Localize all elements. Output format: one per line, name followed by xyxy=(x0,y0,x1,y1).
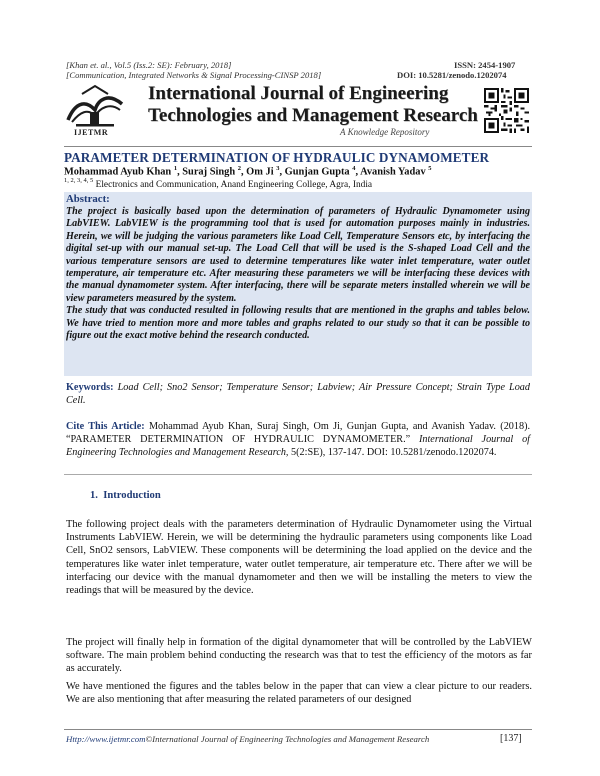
section-heading xyxy=(90,490,161,501)
abstract-paragraph: The study that was conducted resulted in following results that are mentioned in the graphs and tables below. We have tried to mention more and more tables and graphs related to our study so that it can be possible to figure out the exact motive behind the research conducted. xyxy=(66,305,530,342)
header-issn: ISSN: 2454-1907 xyxy=(454,60,516,70)
logo-text: IJETMR xyxy=(74,128,109,137)
footer-divider xyxy=(64,729,532,730)
affiliation-text: Electronics and Communication, Anand Engineering College, Agra, India xyxy=(95,180,373,190)
citation xyxy=(66,420,530,459)
abstract-text xyxy=(66,206,530,342)
author-sup: 2 xyxy=(237,165,241,172)
abstract-label: Abstract: xyxy=(66,193,110,205)
affiliation-sup: 1, 2, 3, 4, 5 xyxy=(64,177,94,184)
page-number: [137] xyxy=(500,733,522,744)
header-conference-info: [Communication, Integrated Networks & Signal Processing-CINSP 2018] xyxy=(66,70,322,80)
author-name: Mohammad Ayub Khan xyxy=(64,166,172,178)
author-sup: 5 xyxy=(428,165,432,172)
body-text: The project will finally help in formation of the digital dynamometer that will be controlled by the LabVIEW software. The main problem behind conducting the research was that to test the efficiency of the motors as far as accurately. xyxy=(66,637,532,675)
journal-title-line1: International Journal of Engineering xyxy=(148,83,449,104)
qr-code-icon xyxy=(484,88,529,133)
affiliation xyxy=(64,177,372,190)
abstract-paragraph: The project is basically based upon the determination of parameters of Hydraulic Dynamometer using LabVIEW. LabVIEW is the programming tool that is used for automation purposes mainly in industries. Herein, we will be judging the various parameters like Load Cell, Temperature Sensors etc, by interfacing the digital set-up with our manual set-up. The Load Cell that will be used is the S-shaped Load Cell and the various temperature sensors are used to determine temperatures like water inlet temperature, water outlet temperature, air temperature etc. After measuring these parameters we will be interfacing these devices with the manual dynamometer system. After interfacing, there will be separate meters installed wherein we will be view parameters measured by the system. xyxy=(66,206,530,304)
citation-text: Mohammad Ayub Khan, Suraj Singh, Om Ji, Gunjan Gupta, and Avanish Yadav. (2018). “PARAMETER DETERMINATION OF HYDRAULIC DYNAMOMETER.” xyxy=(66,421,531,445)
footer-copyright: ©International Journal of Engineering Technologies and Management Research xyxy=(145,734,430,744)
header-doi: DOI: 10.5281/zenodo.1202074 xyxy=(397,70,507,80)
footer xyxy=(66,734,429,744)
journal-title xyxy=(148,83,478,127)
citation-details: 5(2:SE), 137-147. DOI: 10.5281/zenodo.1202074. xyxy=(291,447,497,458)
body-paragraph xyxy=(66,636,532,676)
keywords xyxy=(66,381,530,407)
citation-label: Cite This Article: xyxy=(66,421,145,432)
section-number: 1. xyxy=(90,490,98,501)
journal-title-line2: Technologies and Management Research xyxy=(148,105,478,126)
author-name: Gunjan Gupta xyxy=(284,166,350,178)
citation-divider xyxy=(64,474,532,475)
section-title: Introduction xyxy=(103,490,161,501)
footer-url-link[interactable]: Http://www.ijetmr.com xyxy=(66,734,146,744)
author-name: Avanish Yadav xyxy=(360,166,426,178)
keywords-label: Keywords: xyxy=(66,382,114,393)
paper-title: PARAMETER DETERMINATION OF HYDRAULIC DYNAMOMETER xyxy=(64,150,490,165)
keywords-text: Load Cell; Sno2 Sensor; Temperature Sensor; Labview; Air Pressure Concept; Strain Type Load Cell. xyxy=(66,382,530,406)
journal-tagline: A Knowledge Repository xyxy=(340,127,430,137)
header-volume-info: [Khan et. al., Vol.5 (Iss.2: SE): February, 2018] xyxy=(66,60,232,70)
author-name: Suraj Singh xyxy=(182,166,236,178)
body-paragraph xyxy=(66,518,532,597)
author-sup: 3 xyxy=(276,165,280,172)
body-text: We have mentioned the figures and the tables below in the paper that can view a clear picture to our readers. We are also mentioning that after measuring the related parameters of our designed xyxy=(66,681,532,706)
author-list: Mohammad Ayub Khan $^1$, Suraj Singh $^2$, Om Ji $^3$, Gunjan Gupta $^4$, Avanish Yadav $^5$ xyxy=(64,165,432,178)
author-sup: 4 xyxy=(352,165,356,172)
header-divider xyxy=(64,146,532,147)
citation-journal: International Journal of Engineering Technologies and Management Research, xyxy=(66,434,530,458)
body-paragraph xyxy=(66,680,532,706)
author-sup: 1 xyxy=(173,165,178,172)
author-name: Om Ji xyxy=(246,166,274,178)
body-text: The following project deals with the parameters determination of Hydraulic Dynamometer using the Virtual Instruments LabVIEW. Herein, we will be determining the hydraulic parameters using components like Load Cell, SnO2 sensors, LabVIEW. These components will be determining the load applied on the device and the temperatures like water inlet temperature, water outlet temperature, air temperature etc. There after we will be interfacing our device with the manual dynamometer and then we will be installing the meters to view the readings that will be measured by the device. xyxy=(66,519,532,597)
